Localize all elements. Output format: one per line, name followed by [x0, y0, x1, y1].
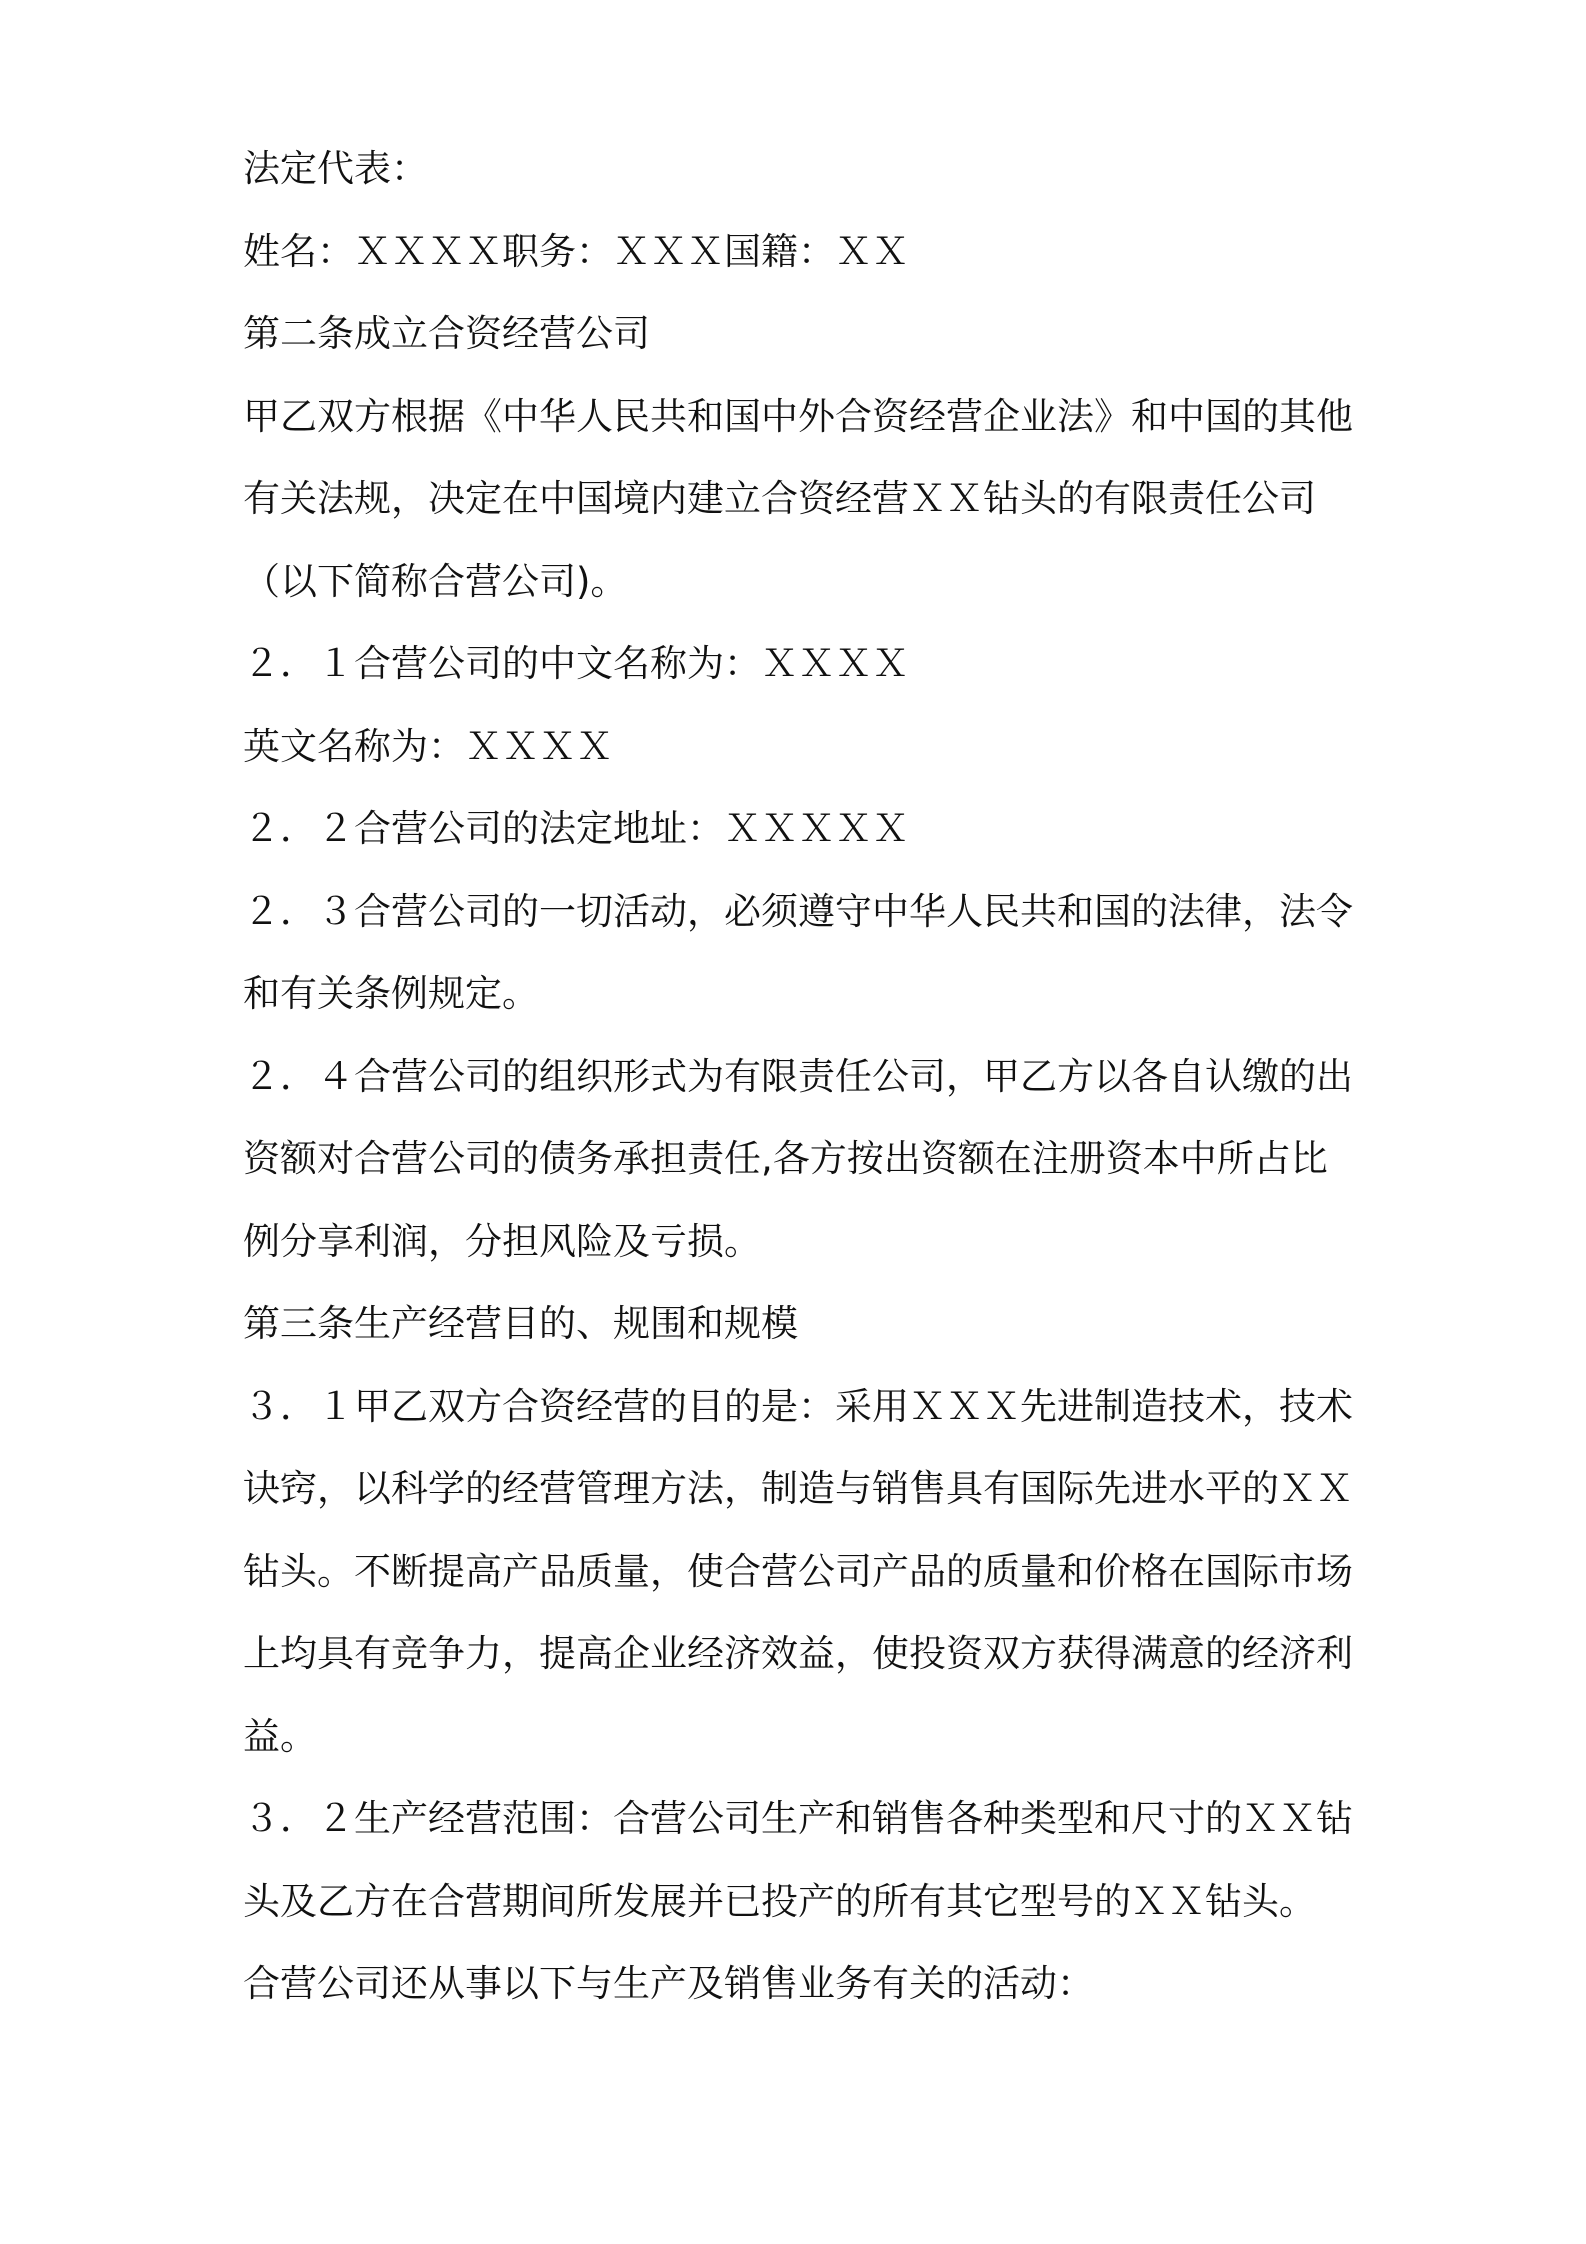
article-2-heading: 第二条成立合资经营公司: [243, 312, 650, 355]
representative-details-line: 姓名：ＸＸＸＸ职务：ＸＸＸ国籍：ＸＸ: [243, 229, 909, 273]
paragraph-line: 上均具有竞争力，提高企业经济效益，使投资双方获得满意的经济利: [243, 1632, 1353, 1675]
paragraph-line: 甲乙双方根据《中华人民共和国中外合资经营企业法》和中国的其他: [243, 394, 1353, 438]
clause-2-3-line: ２．３合营公司的一切活动，必须遵守中华人民共和国的法律，法令: [243, 889, 1353, 933]
clause-2-2-line: ２．２合营公司的法定地址：ＸＸＸＸＸ: [243, 807, 909, 850]
paragraph-line: （以下简称合营公司)。: [243, 559, 628, 603]
paragraph-line: 和有关条例规定。: [243, 972, 539, 1015]
paragraph-line: 诀窍，以科学的经营管理方法，制造与销售具有国际先进水平的ＸＸ: [243, 1467, 1353, 1510]
clause-2-1-line: ２．１合营公司的中文名称为：ＸＸＸＸ: [243, 642, 909, 685]
paragraph-line: 资额对合营公司的债务承担责任,各方按出资额在注册资本中所占比: [243, 1137, 1328, 1180]
paragraph-line: 益。: [243, 1714, 317, 1758]
article-3-heading: 第三条生产经营目的、规围和规模: [243, 1302, 798, 1345]
paragraph-line: 合营公司还从事以下与生产及销售业务有关的活动：: [243, 1962, 1094, 2005]
paragraph-line: 头及乙方在合营期间所发展并已投产的所有其它型号的ＸＸ钻头。: [243, 1879, 1316, 1923]
clause-2-4-line: ２．４合营公司的组织形式为有限责任公司，甲乙方以各自认缴的出: [243, 1054, 1353, 1098]
paragraph-line: 有关法规，决定在中国境内建立合资经营ＸＸ钻头的有限责任公司: [243, 477, 1316, 520]
english-name-line: 英文名称为：ＸＸＸＸ: [243, 724, 613, 768]
legal-representative-heading: 法定代表：: [243, 147, 428, 190]
paragraph-line: 钻头。不断提高产品质量，使合营公司产品的质量和价格在国际市场: [243, 1549, 1353, 1593]
clause-3-1-line: ３．１甲乙双方合资经营的目的是：采用ＸＸＸ先进制造技术，技术: [243, 1384, 1353, 1428]
clause-3-2-line: ３．２生产经营范围：合营公司生产和销售各种类型和尺寸的ＸＸ钻: [243, 1797, 1353, 1840]
document-body: [243, 128, 1358, 2026]
paragraph-line: 例分享利润，分担风险及亏损。: [243, 1219, 761, 1263]
